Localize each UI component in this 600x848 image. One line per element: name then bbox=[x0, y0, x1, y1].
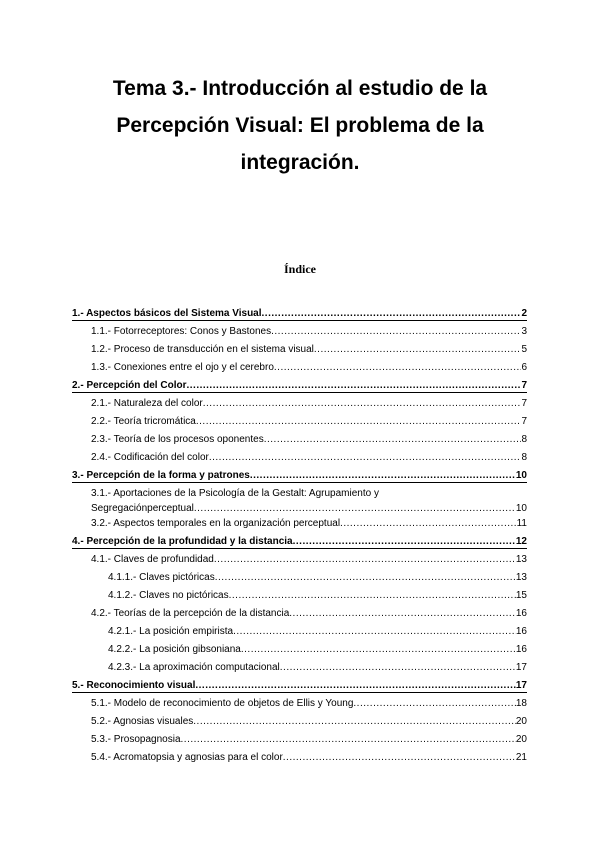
toc-entry-label: 4.2.1.- La posición empirista bbox=[108, 626, 234, 637]
toc-entry-label: 1.1.- Fotorreceptores: Conos y Bastones bbox=[91, 326, 272, 337]
toc-entry[interactable] bbox=[91, 732, 527, 747]
toc-entry-page: 21 bbox=[515, 752, 527, 763]
toc-entry-label: 5.4.- Acromatopsia y agnosias para el color bbox=[91, 752, 283, 763]
dot-leader bbox=[353, 696, 515, 711]
toc-entry[interactable] bbox=[91, 516, 527, 531]
dot-leader bbox=[194, 501, 516, 516]
toc-entry-page: 8 bbox=[521, 452, 527, 463]
dot-leader bbox=[215, 570, 516, 585]
toc-entry-label: 2.3.- Teoría de los procesos oponentes bbox=[91, 434, 264, 445]
dot-leader bbox=[203, 396, 522, 411]
toc-entry[interactable] bbox=[108, 642, 527, 657]
toc-entry[interactable] bbox=[91, 714, 527, 729]
toc-entry[interactable] bbox=[72, 534, 527, 549]
dot-leader bbox=[181, 732, 516, 747]
toc-entry-page: 2 bbox=[521, 308, 527, 319]
toc-entry-label: 4.1.- Claves de profundidad bbox=[91, 554, 214, 565]
toc-entry-label: 1.2.- Proceso de transducción en el sistema visual bbox=[91, 344, 314, 355]
section-underline bbox=[72, 482, 527, 483]
dot-leader bbox=[186, 378, 521, 393]
toc-entry[interactable] bbox=[108, 588, 527, 603]
toc-entry[interactable] bbox=[91, 750, 527, 765]
toc-entry-label: 1.- Aspectos básicos del Sistema Visual bbox=[72, 308, 262, 319]
toc-entry[interactable] bbox=[91, 450, 527, 465]
toc-entry-page: 7 bbox=[521, 416, 527, 427]
toc-entry-label: 4.2.- Teorías de la percepción de la distancia bbox=[91, 608, 290, 619]
toc-entry-label: 5.- Reconocimiento visual bbox=[72, 680, 196, 691]
toc-entry-label: 4.2.3.- La aproximación computacional bbox=[108, 662, 280, 673]
toc-entry-label: 4.2.2.- La posición gibsoniana bbox=[108, 644, 241, 655]
toc-entry-label: 3.- Percepción de la forma y patrones bbox=[72, 470, 250, 481]
dot-leader bbox=[250, 468, 516, 483]
toc-entry[interactable] bbox=[91, 360, 527, 375]
toc-entry-page: 10 bbox=[515, 503, 527, 514]
toc-entry-label: 4.- Percepción de la profundidad y la distancia bbox=[72, 536, 293, 547]
toc-entry[interactable] bbox=[91, 606, 527, 621]
toc-entry[interactable] bbox=[108, 570, 527, 585]
toc-entry-page: 10 bbox=[515, 470, 527, 481]
dot-leader bbox=[196, 414, 522, 429]
toc-entry-page: 3 bbox=[521, 326, 527, 337]
dot-leader bbox=[195, 678, 516, 693]
dot-leader bbox=[209, 450, 522, 465]
toc-entry-page: 11 bbox=[516, 518, 527, 529]
title-line-3: integración. bbox=[240, 151, 360, 174]
toc-entry-label: 1.3.- Conexiones entre el ojo y el cerebro bbox=[91, 362, 274, 373]
toc-entry-page: 13 bbox=[515, 572, 527, 583]
toc-entry[interactable] bbox=[72, 678, 527, 693]
toc-entry-page: 16 bbox=[515, 644, 527, 655]
title-line-1: Tema 3.- Introducción al estudio de la bbox=[112, 77, 488, 100]
toc-entry-page: 13 bbox=[515, 554, 527, 565]
dot-leader bbox=[283, 750, 516, 765]
dot-leader bbox=[340, 516, 517, 531]
toc-entry[interactable] bbox=[91, 324, 527, 339]
toc-entry-label: 4.1.1.- Claves pictóricas bbox=[108, 572, 215, 583]
dot-leader bbox=[229, 588, 516, 603]
toc-entry-label: 2.2.- Teoría tricromática bbox=[91, 416, 196, 427]
dot-leader bbox=[293, 534, 516, 549]
toc-entry-label: 3.2.- Aspectos temporales en la organización perceptual bbox=[91, 518, 341, 529]
toc-entry[interactable] bbox=[72, 378, 527, 393]
toc-entry[interactable] bbox=[108, 660, 527, 675]
toc-entry-label: 5.1.- Modelo de reconocimiento de objetos de Ellis y Young bbox=[91, 698, 354, 709]
dot-leader bbox=[262, 306, 522, 321]
toc-entry-label: 2.- Percepción del Color bbox=[72, 380, 187, 391]
toc-entry-page: 15 bbox=[515, 590, 527, 601]
toc-entry-label-continuation: Segregaciónperceptual bbox=[91, 503, 194, 514]
toc-entry-page: 7 bbox=[521, 380, 527, 391]
toc-entry[interactable] bbox=[91, 552, 527, 567]
dot-leader bbox=[241, 642, 516, 657]
dot-leader bbox=[314, 342, 522, 357]
toc-entry-label: 5.3.- Prosopagnosia bbox=[91, 734, 181, 745]
toc-entry[interactable] bbox=[91, 432, 527, 447]
toc-entry-page: 8 bbox=[521, 434, 527, 445]
dot-leader bbox=[264, 432, 522, 447]
toc-entry-page: 18 bbox=[515, 698, 527, 709]
toc-entry-page: 7 bbox=[521, 398, 527, 409]
toc-entry-label: 2.1.- Naturaleza del color bbox=[91, 398, 203, 409]
toc-entry-page: 20 bbox=[515, 734, 527, 745]
toc-entry-page: 17 bbox=[515, 680, 527, 691]
dot-leader bbox=[289, 606, 516, 621]
toc-entry[interactable] bbox=[72, 468, 527, 483]
dot-leader bbox=[214, 552, 516, 567]
toc-entry[interactable] bbox=[91, 414, 527, 429]
dot-leader bbox=[233, 624, 516, 639]
dot-leader bbox=[274, 360, 522, 375]
toc-entry-label: 2.4.- Codificación del color bbox=[91, 452, 209, 463]
toc-entry[interactable] bbox=[91, 396, 527, 411]
toc-entry[interactable] bbox=[108, 624, 527, 639]
index-heading: Índice bbox=[283, 262, 316, 276]
title-line-2: Percepción Visual: El problema de la bbox=[116, 114, 484, 137]
toc-entry-page: 6 bbox=[521, 362, 527, 373]
dot-leader bbox=[280, 660, 516, 675]
toc-entry-page: 12 bbox=[515, 536, 527, 547]
section-underline bbox=[72, 548, 527, 549]
toc-entry-page: 16 bbox=[515, 608, 527, 619]
toc-entry[interactable] bbox=[91, 486, 527, 516]
section-underline bbox=[72, 320, 527, 321]
toc-entry-label: 5.2.- Agnosias visuales bbox=[91, 716, 194, 727]
toc-entry-page: 17 bbox=[515, 662, 527, 673]
toc-entry[interactable] bbox=[91, 342, 527, 357]
toc-entry[interactable] bbox=[72, 306, 527, 321]
toc-entry-label: 3.1.- Aportaciones de la Psicología de la Gestalt: Agrupamiento y bbox=[91, 488, 379, 499]
dot-leader bbox=[193, 714, 516, 729]
toc-entry-page: 20 bbox=[515, 716, 527, 727]
toc-entry-page: 5 bbox=[521, 344, 527, 355]
dot-leader bbox=[271, 324, 521, 339]
section-underline bbox=[72, 392, 527, 393]
toc-entry-page: 16 bbox=[515, 626, 527, 637]
section-underline bbox=[72, 692, 527, 693]
toc-entry-label: 4.1.2.- Claves no pictóricas bbox=[108, 590, 229, 601]
toc-entry[interactable] bbox=[91, 696, 527, 711]
document-title bbox=[0, 70, 600, 181]
